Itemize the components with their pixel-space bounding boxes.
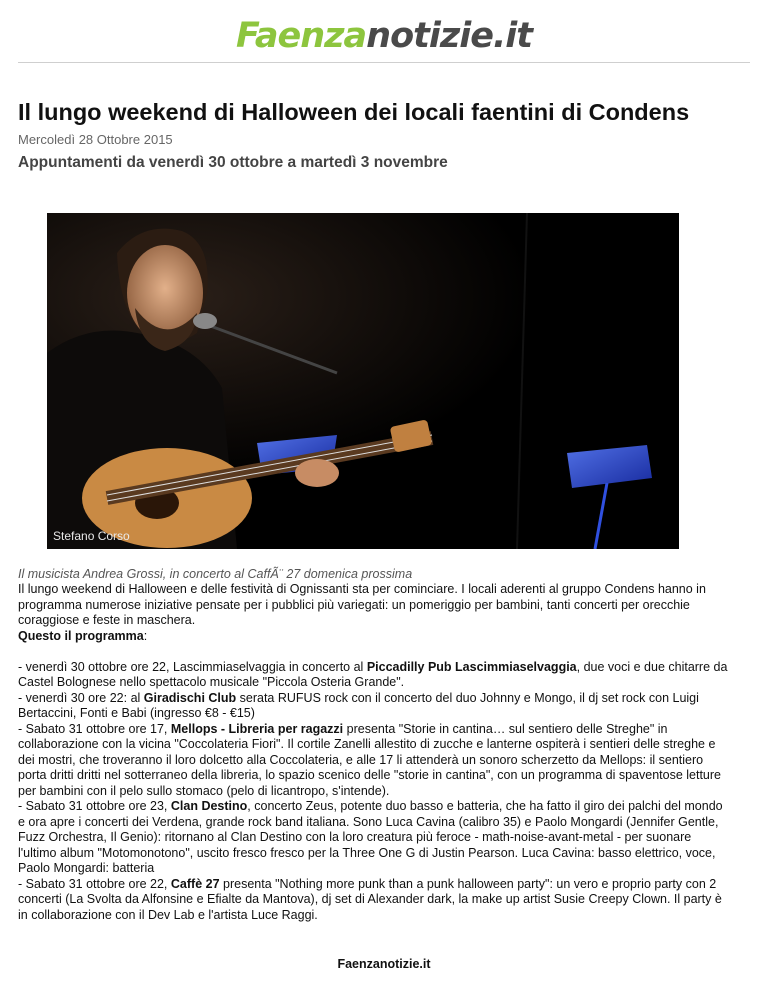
photo-credit: Stefano Corso — [53, 529, 130, 543]
concert-photo — [47, 213, 679, 549]
article-body — [18, 582, 730, 923]
venue-name: Clan Destino — [170, 799, 248, 813]
photo-illustration — [47, 213, 679, 549]
event-item: - venerdì 30 ottobre ore 22, Lascimmiaselvaggia in concerto al Piccadilly Pub Lascimmiaselvaggia, due voci e due chitarre da Castel Bolognese nello spettacolo musicale "Piccola Osteria Grande". — [18, 659, 728, 689]
footer-site-name: Faenzanotizie.it — [337, 957, 431, 971]
venue-name: Giradischi Club — [143, 690, 237, 705]
header-divider — [18, 62, 750, 63]
program-label: Questo il programma — [18, 628, 144, 643]
venue-name: Mellops - Libreria per ragazzi — [170, 721, 344, 736]
article-date: Mercoledì 28 Ottobre 2015 — [18, 132, 173, 147]
site-logo[interactable] — [0, 14, 768, 58]
logo-part-notizie: notizie.it — [366, 16, 532, 56]
article-subtitle: Appuntamenti da venerdì 30 ottobre a martedì 3 novembre — [18, 154, 448, 171]
event-item: - venerdì 30 ore 22: al Giradischi Club serata RUFUS rock con il concerto del duo Johnny e Mongo, il dj set rock con Luigi Bertaccini, Fonti e Babi (ingresso €8 - €15) — [18, 690, 699, 720]
event-item: - Sabato 31 ottobre ore 22, Caffè 27 presenta "Nothing more punk than a punk halloween party": un vero e proprio party con 2 concerti (La Svolta da Alfonsine e Efialte da Mantova), dj set di Alexander dark, la make up artist Susie Creepy Clown. Il party è in collaborazione con il Dev Lab e l'artista Luce Raggi. — [18, 876, 722, 922]
article-title: Il lungo weekend di Halloween dei locali faentini di Condens — [18, 99, 690, 125]
event-item: - Sabato 31 ottobre ore 17, Mellops - Libreria per ragazzi presenta "Storie in cantina… sul sentiero delle Streghe" in collaborazione con la vicina "Coccolateria Fiori". Il cortile Zanelli allestito di zucche e lanterne ospiterà i sentieri delle streghe e dei mostri, che troveranno il loro dolcetto alla Coccolateria, e alle 17 li attenderà un sonoro scherzetto da Mellops: il sentiero porta dritti dritti nel sotterraneo della libreria, lo spazio scenico delle "storie in cantina", con un programma di spaventose letture per bambini con il pelo sullo stomaco (pelo di licantropo, s'intende). — [18, 721, 721, 798]
photo-caption: Il musicista Andrea Grossi, in concerto al CaffÃ¨ 27 domenica prossima — [18, 567, 413, 581]
venue-name: Caffè 27 — [170, 876, 220, 891]
logo-part-faenza: Faenza — [236, 16, 367, 56]
event-item: - Sabato 31 ottobre ore 23, Clan Destino, concerto Zeus, potente duo basso e batteria, che ha fatto il giro dei palchi del mondo e ora apre i concerti dei Verdena, grande rock band italiana. Sono Luca Cavina (calibro 35) e Paolo Mongardi (Jennifer Gentle, Fuzz Orchestra, Il Genio): ritornano al Clan Destino con la loro creatura più feroce - math-noise-avant-metal - per suonare l'ultimo album "Motomonotono", uscito fresco fresco per la Three One G di Justin Pearson. Luca Cavina: basso elettrico, voce, Paolo Mongardi: batteria — [18, 799, 723, 875]
program-heading: Questo il programma: — [18, 628, 148, 643]
venue-name: Piccadilly Pub Lascimmiaselvaggia — [366, 659, 577, 674]
article-intro: Il lungo weekend di Halloween e delle festività di Ognissanti sta per cominciare. I locali aderenti al gruppo Condens hanno in programma numerose iniziative pensate per i pubblici più variegati: un pomeriggio per bambini, tanti concerti per orecchie coraggiose e feste in maschera. — [18, 582, 706, 627]
